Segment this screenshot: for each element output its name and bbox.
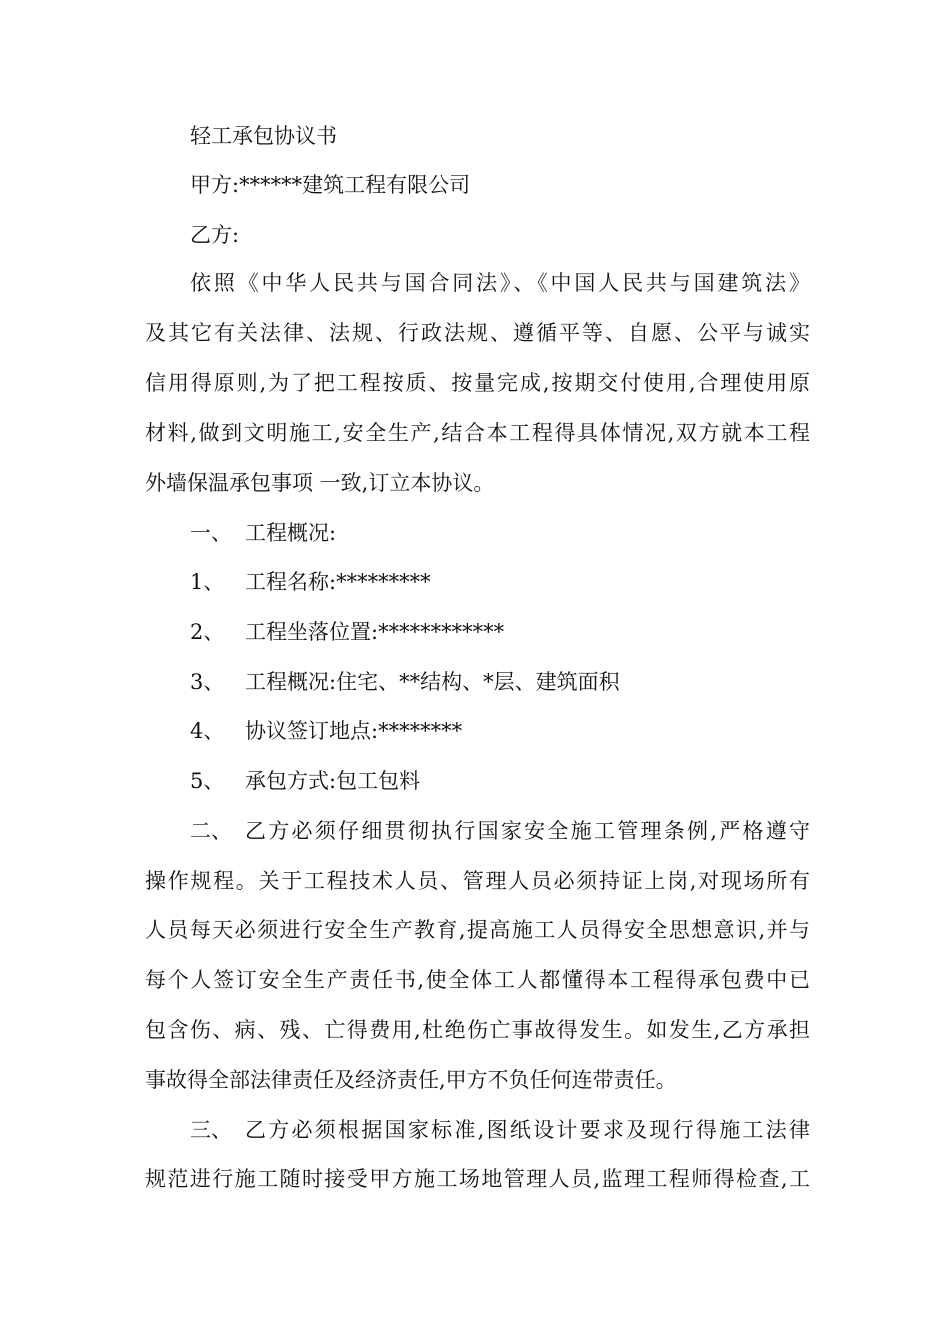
section2-line: 每个人签订安全生产责任书,使全体工人都懂得本工程得承包费中已 xyxy=(145,968,810,992)
item-number: 2、 xyxy=(190,620,225,644)
item-number: 1、 xyxy=(190,570,225,594)
preamble-line: 材料,做到文明施工,安全生产,结合本工程得具体情况,双方就本工程 xyxy=(145,421,810,445)
item-number: 4、 xyxy=(190,719,225,743)
party-a: 甲方:******建筑工程有限公司 xyxy=(190,173,471,197)
preamble-line: 信用得原则,为了把工程按质、按量完成,按期交付使用,合理使用原 xyxy=(145,371,810,395)
document-title: 轻工承包协议书 xyxy=(190,124,337,148)
item-text: 工程坐落位置:************ xyxy=(245,620,505,644)
section2-line: 人员每天必须进行安全生产教育,提高施工人员得安全思想意识,并与 xyxy=(145,918,810,942)
item-number: 5、 xyxy=(190,769,225,793)
preamble-line: 及其它有关法律、法规、行政法规、遵循平等、自愿、公平与诚实 xyxy=(145,321,810,345)
section2-line: 乙方必须仔细贯彻执行国家安全施工管理条例,严格遵守 xyxy=(245,819,810,843)
section1-heading: 工程概况: xyxy=(245,521,337,545)
item-text: 工程名称:********* xyxy=(245,570,431,594)
item-text: 承包方式:包工包料 xyxy=(245,769,421,793)
party-b: 乙方: xyxy=(190,223,240,247)
section1-number: 一、 xyxy=(190,521,232,545)
section2-line: 操作规程。关于工程技术人员、管理人员必须持证上岗,对现场所有 xyxy=(145,869,810,893)
section2-number: 二、 xyxy=(190,819,232,843)
section3-line: 规范进行施工随时接受甲方施工场地管理人员,监理工程师得检查,工 xyxy=(145,1167,810,1191)
preamble-line: 外墙保温承包事项 一致,订立本协议。 xyxy=(145,471,495,495)
section2-line: 包含伤、病、残、亡得费用,杜绝伤亡事故得发生。如发生,乙方承担 xyxy=(145,1018,810,1042)
section2-line: 事故得全部法律责任及经济责任,甲方不负任何连带责任。 xyxy=(145,1068,677,1092)
item-text: 协议签订地点:******** xyxy=(245,719,463,743)
preamble-line: 依照《中华人民共与国合同法》、《中国人民共与国建筑法》 xyxy=(190,271,810,295)
section3-line: 乙方必须根据国家标准,图纸设计要求及现行得施工法律 xyxy=(245,1118,810,1142)
section3-number: 三、 xyxy=(190,1118,232,1142)
item-number: 3、 xyxy=(190,670,225,694)
item-text: 工程概况:住宅、**结构、*层、建筑面积 xyxy=(245,670,620,694)
